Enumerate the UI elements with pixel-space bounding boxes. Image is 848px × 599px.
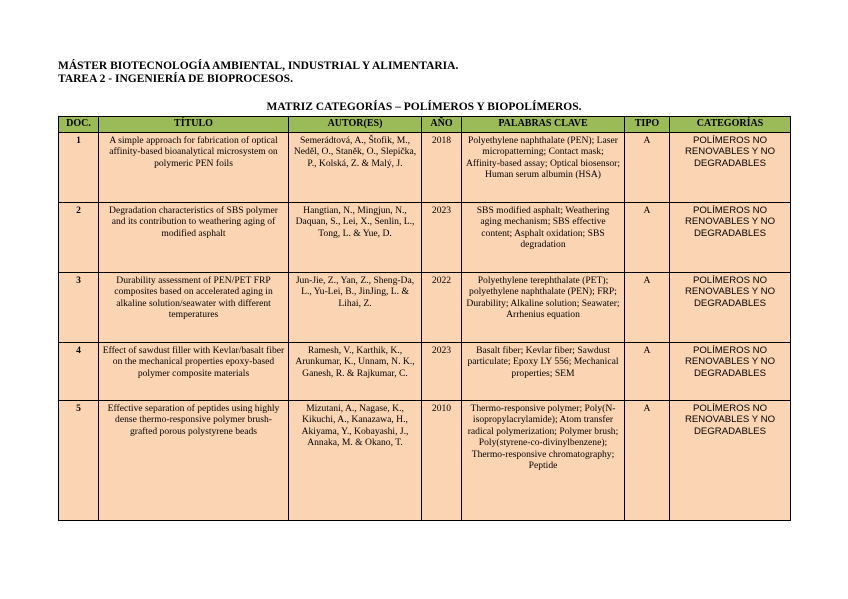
cell-tipo: A [625,343,670,401]
cell-palabras-clave: Thermo-responsive polymer; Poly(N-isopropylacrylamide); Atom transfer radical polymerization; Polymer brush; Poly(styrene-co-divinylbenzene); Thermo-responsive chromatography; Peptide [462,401,625,521]
cell-categoria: POLÍMEROS NO RENOVABLES Y NO DEGRADABLES [670,343,791,401]
table-row [59,203,791,273]
col-header-doc: DOC. [59,117,99,133]
cell-doc: 3 [59,273,99,343]
cell-tipo: A [625,203,670,273]
cell-titulo: Effect of sawdust filler with Kevlar/basalt fiber on the mechanical properties epoxy-based polymer composite materials [99,343,289,401]
cell-categoria: POLÍMEROS NO RENOVABLES Y NO DEGRADABLES [670,401,791,521]
cell-autores: Mizutani, A., Nagase, K., Kikuchi, A., Kanazawa, H., Akiyama, Y., Kobayashi, J., Annaka, M. & Okano, T. [289,401,422,521]
cell-anio: 2022 [422,273,462,343]
cell-autores: Hangtian, N., Mingjun, N., Daquan, S., Lei, X., Senlin, L., Tong, L. & Yue, D. [289,203,422,273]
col-header-categorias: CATEGORÍAS [670,117,791,133]
cell-categoria: POLÍMEROS NO RENOVABLES Y NO DEGRADABLES [670,273,791,343]
cell-titulo: A simple approach for fabrication of optical affinity-based bioanalytical microsystem on polymeric PEN foils [99,133,289,203]
col-header-titulo: TÍTULO [99,117,289,133]
cell-palabras-clave: Polyethylene naphthalate (PEN); Laser micropatterning; Contact mask; Affinity-based assay; Optical biosensor; Human serum albumin (HSA) [462,133,625,203]
cell-palabras-clave: Basalt fiber; Kevlar fiber; Sawdust particulate; Epoxy LY 556; Mechanical properties; SEM [462,343,625,401]
table-row [59,343,791,401]
col-header-autores: AUTOR(ES) [289,117,422,133]
cell-autores: Jun-Jie, Z., Yan, Z., Sheng-Da, L., Yu-Lei, B., JinJing, L. & Lihai, Z. [289,273,422,343]
cell-autores: Semerádtová, A., Štofik, M., Neděl, O., Staněk, O., Slepička, P., Kolská, Z. & Malý, J. [289,133,422,203]
cell-anio: 2023 [422,343,462,401]
cell-autores: Ramesh, V., Karthik, K., Arunkumar, K., Unnam, N. K., Ganesh, R. & Rajkumar, C. [289,343,422,401]
cell-tipo: A [625,133,670,203]
cell-categoria: POLÍMEROS NO RENOVABLES Y NO DEGRADABLES [670,133,791,203]
cell-anio: 2010 [422,401,462,521]
cell-doc: 2 [59,203,99,273]
col-header-palabras-clave: PALABRAS CLAVE [462,117,625,133]
document-heading-line2: TAREA 2 - INGENIERÍA DE BIOPROCESOS. [58,73,293,85]
document-heading-line1: MÁSTER BIOTECNOLOGÍA AMBIENTAL, INDUSTRIAL Y ALIMENTARIA. [58,60,459,72]
table-row [59,133,791,203]
cell-palabras-clave: SBS modified asphalt; Weathering aging mechanism; SBS effective content; Asphalt oxidation; SBS degradation [462,203,625,273]
table-row [59,401,791,521]
cell-anio: 2018 [422,133,462,203]
cell-palabras-clave: Polyethylene terephthalate (PET); polyethylene naphthalate (PEN); FRP; Durability; Alkaline solution; Seawater; Arrhenius equation [462,273,625,343]
cell-doc: 1 [59,133,99,203]
cell-tipo: A [625,273,670,343]
cell-doc: 5 [59,401,99,521]
cell-tipo: A [625,401,670,521]
cell-categoria: POLÍMEROS NO RENOVABLES Y NO DEGRADABLES [670,203,791,273]
cell-doc: 4 [59,343,99,401]
col-header-anio: AÑO [422,117,462,133]
col-header-tipo: TIPO [625,117,670,133]
cell-titulo: Degradation characteristics of SBS polymer and its contribution to weathering aging of modified asphalt [99,203,289,273]
cell-titulo: Durability assessment of PEN/PET FRP composites based on accelerated aging in alkaline solution/seawater with different temperatures [99,273,289,343]
table-row [59,273,791,343]
cell-anio: 2023 [422,203,462,273]
table-header-row [59,117,791,133]
categories-matrix-table [58,116,791,521]
table-title: MATRIZ CATEGORÍAS – POLÍMEROS Y BIOPOLÍMEROS. [266,101,582,113]
cell-titulo: Effective separation of peptides using highly dense thermo-responsive polymer brush-grafted porous polystyrene beads [99,401,289,521]
